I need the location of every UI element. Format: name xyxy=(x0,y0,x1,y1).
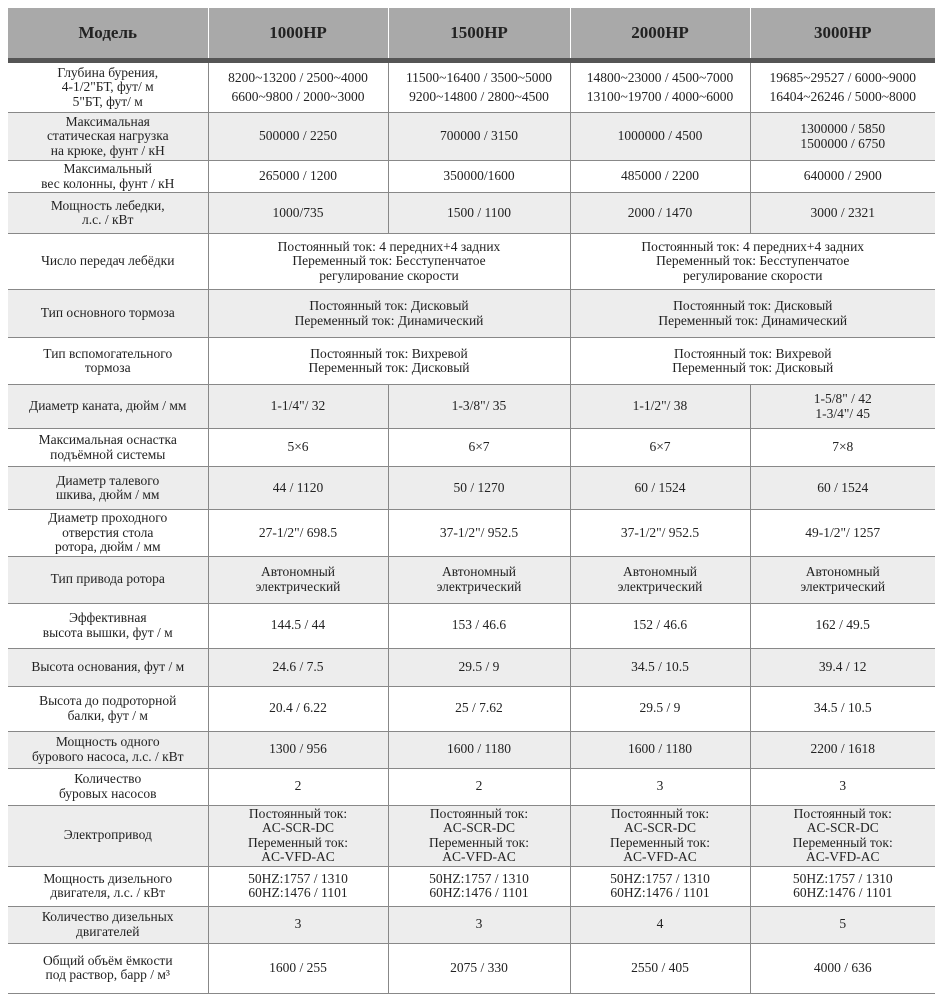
column-header-model: 1000HP xyxy=(208,8,388,61)
cell-text: Тип основного тормоза xyxy=(40,305,175,321)
cell-value xyxy=(570,906,750,943)
cell-value xyxy=(208,467,388,510)
table-row xyxy=(8,161,935,193)
cell-value xyxy=(208,290,570,338)
row-label xyxy=(8,943,208,993)
table-row xyxy=(8,510,935,557)
cell-text: Мощность одного xyxy=(55,734,160,749)
cell-value xyxy=(570,556,750,603)
cell-value xyxy=(388,193,570,234)
row-label xyxy=(8,866,208,906)
row-label xyxy=(8,648,208,686)
cell-value xyxy=(750,648,935,686)
cell-value xyxy=(208,510,388,557)
row-label xyxy=(8,510,208,557)
cell-text: Максимальная оснастка xyxy=(38,432,177,447)
cell-text: 1600 / 1180 xyxy=(628,741,692,757)
cell-text: высота вышки, фут / м xyxy=(42,624,173,640)
table-row xyxy=(8,234,935,290)
cell-text: Переменный ток: Динамический xyxy=(658,312,848,328)
cell-text: 1-3/8"/ 35 xyxy=(451,398,507,414)
cell-text: 60HZ:1476 / 1101 xyxy=(793,885,893,900)
cell-text: Постоянный ток: 4 передних+4 задних xyxy=(277,238,501,254)
cell-text: 7×8 xyxy=(832,439,854,455)
cell-text: 1600 / 1180 xyxy=(447,741,511,757)
cell-text: Переменный ток: xyxy=(610,834,710,850)
cell-text: 24.6 / 7.5 xyxy=(272,658,324,674)
row-label xyxy=(8,906,208,943)
cell-value xyxy=(388,805,570,866)
cell-text: 60HZ:1476 / 1101 xyxy=(610,885,710,900)
cell-value xyxy=(570,385,750,429)
cell-value xyxy=(570,290,935,338)
row-label xyxy=(8,768,208,805)
cell-text: 6×7 xyxy=(649,439,671,455)
cell-text: 60 / 1524 xyxy=(817,479,869,495)
cell-text: AC-SCR-DC xyxy=(623,820,696,835)
cell-text: 16404~26246 / 5000~8000 xyxy=(769,88,917,104)
row-label xyxy=(8,429,208,467)
cell-text: 27-1/2"/ 698.5 xyxy=(258,524,338,540)
cell-text: электрический xyxy=(255,578,341,594)
cell-value xyxy=(208,429,388,467)
cell-text: Переменный ток: Дисковый xyxy=(672,360,834,375)
table-row xyxy=(8,943,935,993)
table-row xyxy=(8,429,935,467)
cell-text: 9200~14800 / 2800~4500 xyxy=(409,88,549,104)
cell-value xyxy=(208,161,388,193)
column-header-model: 2000HP xyxy=(570,8,750,61)
cell-text: 3 xyxy=(294,916,302,932)
cell-value xyxy=(388,906,570,943)
cell-value xyxy=(388,61,570,113)
cell-value xyxy=(750,556,935,603)
cell-text: Максимальный xyxy=(63,161,152,176)
cell-text: 60HZ:1476 / 1101 xyxy=(248,885,348,900)
cell-value xyxy=(750,906,935,943)
cell-text: Постоянный ток: xyxy=(610,805,710,821)
row-label xyxy=(8,467,208,510)
row-label xyxy=(8,686,208,731)
cell-value xyxy=(570,686,750,731)
cell-value xyxy=(388,943,570,993)
cell-text: AC-SCR-DC xyxy=(261,820,334,835)
cell-text: Автономный xyxy=(805,564,880,579)
cell-text: 2 xyxy=(475,778,483,794)
cell-text: л.с. / кВт xyxy=(82,212,134,227)
cell-value xyxy=(388,113,570,161)
cell-text: двигателей xyxy=(76,923,140,939)
cell-text: тормоза xyxy=(84,360,131,375)
cell-text: 4-1/2"БТ, фут/ м xyxy=(61,79,154,95)
cell-text: AC-VFD-AC xyxy=(623,849,697,864)
cell-value xyxy=(208,768,388,805)
cell-text: Постоянный ток: Дисковый xyxy=(673,298,833,313)
cell-text: отверстия стола xyxy=(62,524,154,540)
cell-value xyxy=(388,731,570,768)
cell-text: Переменный ток: xyxy=(429,834,529,850)
cell-value xyxy=(750,429,935,467)
cell-value xyxy=(388,429,570,467)
cell-value xyxy=(388,385,570,429)
cell-text: Тип привода ротора xyxy=(50,571,165,587)
cell-text: 265000 / 1200 xyxy=(258,168,337,184)
cell-text: регулирование скорости xyxy=(319,267,459,283)
cell-text: 153 / 46.6 xyxy=(451,617,507,633)
row-label xyxy=(8,603,208,648)
cell-value xyxy=(750,113,935,161)
cell-text: Переменный ток: xyxy=(248,834,348,850)
cell-text: 1-5/8" / 42 xyxy=(813,391,872,406)
row-label xyxy=(8,805,208,866)
cell-text: бурового насоса, л.с. / кВт xyxy=(31,748,184,764)
cell-value xyxy=(750,943,935,993)
cell-value xyxy=(570,113,750,161)
cell-text: подъёмной системы xyxy=(50,446,166,462)
cell-text: Диаметр талевого xyxy=(56,472,160,488)
cell-value xyxy=(208,556,388,603)
table-row xyxy=(8,805,935,866)
cell-value xyxy=(570,648,750,686)
cell-text: Постоянный ток: Дисковый xyxy=(309,298,469,313)
table-row xyxy=(8,61,935,113)
cell-text: Переменный ток: Бесступенчатое xyxy=(656,253,850,269)
cell-text: 14800~23000 / 4500~7000 xyxy=(586,70,734,85)
cell-text: 1-3/4"/ 45 xyxy=(815,405,871,421)
cell-text: Высота основания, фут / м xyxy=(31,658,185,674)
cell-text: 5 xyxy=(839,916,847,932)
cell-text: AC-VFD-AC xyxy=(261,849,335,864)
cell-text: Переменный ток: Бесступенчатое xyxy=(292,253,486,269)
cell-value xyxy=(388,556,570,603)
cell-text: 60HZ:1476 / 1101 xyxy=(429,885,529,900)
cell-text: 37-1/2"/ 952.5 xyxy=(620,524,700,540)
row-label xyxy=(8,113,208,161)
cell-text: 29.5 / 9 xyxy=(458,658,500,674)
table-row xyxy=(8,648,935,686)
cell-text: Мощность дизельного xyxy=(43,870,173,886)
cell-text: Диаметр каната, дюйм / мм xyxy=(29,398,187,414)
cell-text: шкива, дюйм / мм xyxy=(56,487,160,502)
cell-text: 3 xyxy=(839,778,847,794)
cell-value xyxy=(570,161,750,193)
cell-value xyxy=(750,603,935,648)
cell-text: Постоянный ток: 4 передних+4 задних xyxy=(641,238,865,254)
cell-text: 4000 / 636 xyxy=(813,959,872,975)
cell-text: 5×6 xyxy=(287,439,309,455)
cell-text: 2000 / 1470 xyxy=(627,204,693,220)
cell-text: 1500000 / 6750 xyxy=(800,135,886,151)
cell-text: 50HZ:1757 / 1310 xyxy=(248,870,348,886)
cell-value xyxy=(570,338,935,385)
cell-value xyxy=(570,234,935,290)
cell-text: 700000 / 3150 xyxy=(439,128,518,144)
cell-value xyxy=(388,510,570,557)
cell-text: 3 xyxy=(475,916,483,932)
row-label xyxy=(8,234,208,290)
cell-value xyxy=(570,510,750,557)
table-row xyxy=(8,603,935,648)
cell-text: Постоянный ток: Вихревой xyxy=(310,345,468,361)
cell-text: Переменный ток: xyxy=(792,834,893,850)
cell-text: 34.5 / 10.5 xyxy=(813,700,872,716)
cell-text: 3 xyxy=(656,778,664,794)
cell-text: электрический xyxy=(617,578,703,594)
cell-value xyxy=(208,648,388,686)
cell-text: Постоянный ток: xyxy=(793,805,892,821)
cell-text: 485000 / 2200 xyxy=(620,168,699,184)
table-row xyxy=(8,906,935,943)
cell-value xyxy=(388,866,570,906)
cell-text: 19685~29527 / 6000~9000 xyxy=(769,70,917,85)
cell-value xyxy=(208,385,388,429)
cell-value xyxy=(570,866,750,906)
cell-text: AC-VFD-AC xyxy=(805,849,880,864)
cell-text: AC-SCR-DC xyxy=(442,820,515,835)
cell-value xyxy=(388,161,570,193)
cell-value xyxy=(750,61,935,113)
cell-text: Мощность лебедки, xyxy=(50,197,165,213)
cell-text: AC-SCR-DC xyxy=(806,820,879,835)
cell-text: 144.5 / 44 xyxy=(270,617,326,633)
cell-text: 44 / 1120 xyxy=(272,479,324,495)
cell-text: Диаметр проходного xyxy=(48,510,168,525)
cell-value xyxy=(388,467,570,510)
cell-text: Автономный xyxy=(622,564,698,579)
table-row xyxy=(8,768,935,805)
cell-value xyxy=(208,943,388,993)
cell-value xyxy=(750,805,935,866)
cell-text: ротора, дюйм / мм xyxy=(54,539,161,554)
cell-value xyxy=(388,648,570,686)
cell-text: 1000/735 xyxy=(272,204,324,220)
cell-text: 1300 / 956 xyxy=(269,741,327,757)
cell-text: AC-VFD-AC xyxy=(442,849,516,864)
cell-text: регулирование скорости xyxy=(683,267,823,283)
cell-value xyxy=(208,193,388,234)
table-row xyxy=(8,193,935,234)
cell-text: 60 / 1524 xyxy=(634,479,686,495)
row-label xyxy=(8,61,208,113)
cell-text: 20.4 / 6.22 xyxy=(269,700,327,716)
cell-text: 5"БТ, фут/ м xyxy=(72,93,143,109)
cell-text: Глубина бурения, xyxy=(57,64,159,80)
cell-text: Постоянный ток: Вихревой xyxy=(673,345,832,361)
cell-text: электрический xyxy=(436,578,522,594)
cell-text: под раствор, барр / м³ xyxy=(45,967,170,982)
cell-text: двигателя, л.с. / кВт xyxy=(50,885,166,900)
cell-value xyxy=(570,943,750,993)
table-row xyxy=(8,686,935,731)
table-row xyxy=(8,467,935,510)
cell-text: 2 xyxy=(294,778,302,794)
cell-value xyxy=(750,510,935,557)
table-row xyxy=(8,338,935,385)
cell-value xyxy=(388,768,570,805)
column-header-label: Модель xyxy=(8,8,208,61)
row-label xyxy=(8,161,208,193)
cell-text: Общий объём ёмкости xyxy=(42,952,173,968)
table-row xyxy=(8,113,935,161)
cell-value xyxy=(570,768,750,805)
cell-text: 350000/1600 xyxy=(443,168,515,184)
cell-text: Переменный ток: Дисковый xyxy=(308,360,470,375)
cell-text: 162 / 49.5 xyxy=(815,617,870,633)
cell-text: на крюке, фунт / кН xyxy=(50,142,165,158)
cell-text: 50HZ:1757 / 1310 xyxy=(792,870,893,886)
cell-text: 1-1/2"/ 38 xyxy=(632,398,688,414)
cell-value xyxy=(208,603,388,648)
specs-table xyxy=(8,8,935,994)
cell-text: Автономный xyxy=(441,564,517,579)
cell-text: 37-1/2"/ 952.5 xyxy=(439,524,519,540)
cell-text: Переменный ток: Динамический xyxy=(294,312,484,328)
cell-text: 3000 / 2321 xyxy=(810,204,875,220)
cell-value xyxy=(750,866,935,906)
cell-value xyxy=(570,193,750,234)
cell-text: 2200 / 1618 xyxy=(810,741,875,757)
cell-text: вес колонны, фунт / кН xyxy=(41,175,175,191)
cell-text: 1600 / 255 xyxy=(269,959,327,975)
cell-text: Количество xyxy=(74,771,142,786)
cell-value xyxy=(750,467,935,510)
cell-text: 640000 / 2900 xyxy=(803,168,882,184)
cell-text: 2550 / 405 xyxy=(631,959,689,975)
cell-value xyxy=(570,805,750,866)
cell-text: балки, фут / м xyxy=(67,707,148,723)
cell-text: 6600~9800 / 2000~3000 xyxy=(231,88,365,104)
cell-value xyxy=(208,805,388,866)
cell-text: Постоянный ток: xyxy=(429,805,529,821)
cell-text: 1-1/4"/ 32 xyxy=(270,398,326,414)
cell-value xyxy=(750,731,935,768)
cell-text: Электропривод xyxy=(63,827,152,843)
cell-text: Максимальная xyxy=(65,113,150,129)
cell-value xyxy=(570,603,750,648)
cell-text: 152 / 46.6 xyxy=(632,617,688,633)
cell-text: Высота до подроторной xyxy=(39,693,177,708)
cell-text: 4 xyxy=(656,916,664,932)
cell-text: 34.5 / 10.5 xyxy=(631,658,689,674)
cell-value xyxy=(208,866,388,906)
cell-value xyxy=(208,731,388,768)
cell-value xyxy=(208,686,388,731)
cell-text: 1300000 / 5850 xyxy=(800,121,886,136)
column-header-model: 3000HP xyxy=(750,8,935,61)
cell-text: буровых насосов xyxy=(58,785,157,801)
cell-text: 29.5 / 9 xyxy=(639,700,681,716)
cell-text: 50HZ:1757 / 1310 xyxy=(429,870,529,886)
cell-value xyxy=(570,731,750,768)
cell-text: Тип вспомогательного xyxy=(43,345,173,361)
cell-value xyxy=(750,385,935,429)
row-label xyxy=(8,338,208,385)
cell-value xyxy=(388,686,570,731)
table-row xyxy=(8,290,935,338)
cell-value xyxy=(750,686,935,731)
cell-text: 49-1/2"/ 1257 xyxy=(805,524,881,540)
cell-text: 8200~13200 / 2500~4000 xyxy=(228,70,368,85)
table-row xyxy=(8,866,935,906)
cell-text: 1000000 / 4500 xyxy=(617,128,703,144)
header-row xyxy=(8,8,935,61)
row-label xyxy=(8,385,208,429)
cell-text: 11500~16400 / 3500~5000 xyxy=(405,70,553,85)
cell-text: 2075 / 330 xyxy=(450,959,508,975)
table-row xyxy=(8,385,935,429)
cell-value xyxy=(208,906,388,943)
cell-text: Эффективная xyxy=(68,610,147,625)
cell-value xyxy=(750,161,935,193)
cell-text: 1500 / 1100 xyxy=(447,204,511,220)
cell-value xyxy=(570,61,750,113)
row-label xyxy=(8,290,208,338)
cell-text: 500000 / 2250 xyxy=(258,128,337,144)
table-row xyxy=(8,556,935,603)
cell-text: 13100~19700 / 4000~6000 xyxy=(586,88,734,104)
cell-value xyxy=(570,467,750,510)
cell-value xyxy=(570,429,750,467)
cell-text: Постоянный ток: xyxy=(248,805,348,821)
row-label xyxy=(8,731,208,768)
row-label xyxy=(8,193,208,234)
cell-value xyxy=(208,234,570,290)
column-header-model: 1500HP xyxy=(388,8,570,61)
row-label xyxy=(8,556,208,603)
cell-value xyxy=(208,113,388,161)
cell-value xyxy=(750,193,935,234)
cell-text: 6×7 xyxy=(468,439,490,455)
cell-value xyxy=(208,338,570,385)
cell-text: 50 / 1270 xyxy=(453,479,505,495)
cell-text: электрический xyxy=(800,578,886,594)
cell-text: 50HZ:1757 / 1310 xyxy=(610,870,710,886)
cell-value xyxy=(388,603,570,648)
table-row xyxy=(8,731,935,768)
cell-text: Число передач лебёдки xyxy=(41,253,175,269)
cell-text: Количество дизельных xyxy=(41,909,174,924)
cell-text: статическая нагрузка xyxy=(46,128,169,144)
cell-value xyxy=(208,61,388,113)
cell-text: Автономный xyxy=(260,564,336,579)
cell-text: 39.4 / 12 xyxy=(818,658,867,674)
cell-value xyxy=(750,768,935,805)
cell-text: 25 / 7.62 xyxy=(455,700,503,716)
